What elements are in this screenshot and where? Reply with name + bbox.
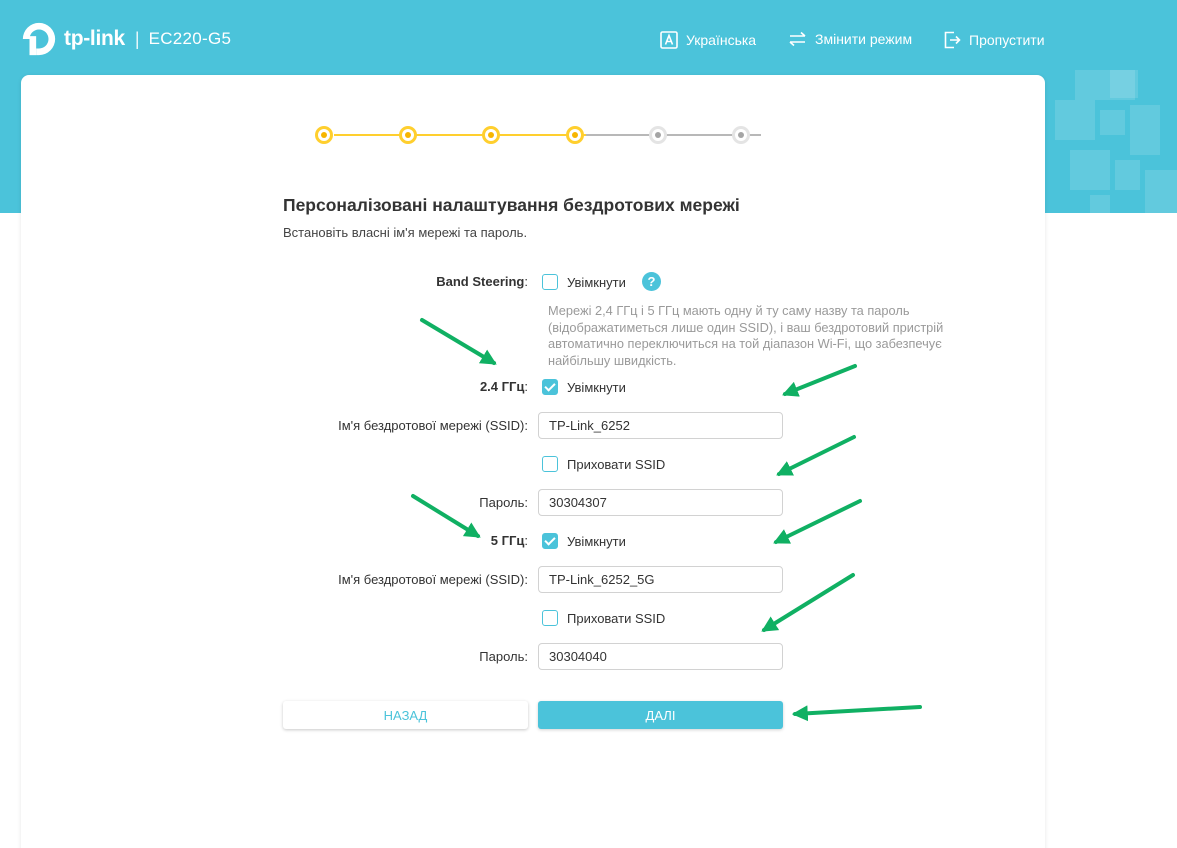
wizard-card — [21, 75, 1045, 848]
band-24-hide-ssid-label: Приховати SSID — [567, 456, 666, 472]
band-24-hide-ssid-checkbox[interactable] — [542, 456, 665, 472]
change-mode-label: Змінити режим — [815, 31, 913, 47]
help-icon[interactable]: ? — [642, 272, 661, 291]
band-24-hide-ssid-checkbox-box[interactable] — [542, 456, 558, 472]
band-24-label — [480, 379, 528, 394]
band-steering-label — [436, 274, 528, 289]
step-6 — [732, 126, 750, 144]
band-steering-checkbox-label: Увімкнути — [567, 274, 626, 290]
step-4 — [566, 126, 584, 144]
band-5-ssid-label: Ім'я бездротової мережі (SSID): — [338, 572, 528, 587]
skip-label: Пропустити — [969, 32, 1045, 48]
band-steering-colon: : — [524, 274, 528, 289]
change-mode-button[interactable] — [789, 31, 912, 47]
band-5-enable-label: Увімкнути — [567, 533, 626, 549]
exit-icon — [943, 31, 961, 49]
band-5-ssid-input[interactable] — [538, 566, 783, 593]
band-5-label — [491, 533, 528, 548]
step-5 — [649, 126, 667, 144]
band-steering-checkbox[interactable] — [542, 274, 626, 290]
band-24-password-input[interactable] — [538, 489, 783, 516]
language-selector[interactable] — [660, 31, 756, 49]
back-button[interactable]: НАЗАД — [283, 701, 528, 729]
band-5-enable-checkbox-box[interactable] — [542, 533, 558, 549]
stepper-line-done — [334, 134, 586, 136]
decor-square — [1130, 105, 1160, 155]
band-24-colon: : — [524, 379, 528, 394]
band-5-hide-ssid-label: Приховати SSID — [567, 610, 666, 626]
band-24-ssid-label: Ім'я бездротової мережі (SSID): — [338, 418, 528, 433]
next-button[interactable]: ДАЛІ — [538, 701, 783, 729]
decor-square — [1115, 160, 1140, 190]
model-name: EC220-G5 — [148, 29, 232, 48]
band-5-enable-checkbox[interactable] — [542, 533, 626, 549]
progress-stepper — [324, 125, 776, 145]
decor-square — [1055, 100, 1095, 140]
band-steering-name: Band Steering — [436, 274, 525, 289]
band-5-password-label: Пароль: — [479, 649, 528, 664]
band-24-enable-checkbox-box[interactable] — [542, 379, 558, 395]
brand-separator: | — [134, 28, 140, 49]
decor-square — [1070, 150, 1110, 190]
band-5-colon: : — [524, 533, 528, 548]
skip-button[interactable] — [943, 31, 1045, 49]
band-5-hide-ssid-checkbox-box[interactable] — [542, 610, 558, 626]
brand-name: tp-link — [64, 27, 125, 50]
decor-square — [1100, 110, 1125, 135]
language-icon — [660, 31, 678, 49]
band-steering-hint: Мережі 2,4 ГГц і 5 ГГц мають одну й ту саму назву та пароль (відображатиметься лише один SSID), і ваш бездротовий пристрій автоматично переключиться на той діапазон Wi-Fi, що забезпечує найбільшу швидкість. — [548, 303, 944, 368]
tp-link-logo-icon — [20, 20, 58, 58]
band-24-password-label: Пароль: — [479, 495, 528, 510]
band-24-ssid-input[interactable] — [538, 412, 783, 439]
band-5-hide-ssid-checkbox[interactable] — [542, 610, 665, 626]
step-3 — [482, 126, 500, 144]
band-24-name: 2.4 ГГц — [479, 379, 525, 394]
band-5-password-input[interactable] — [538, 643, 783, 670]
page-subtitle: Встановіть власні ім'я мережі та пароль. — [283, 225, 528, 240]
decor-square — [1110, 70, 1138, 98]
band-24-enable-label: Увімкнути — [567, 379, 626, 395]
switch-arrows-icon — [789, 31, 807, 47]
decor-square — [1090, 195, 1110, 213]
decor-square — [1145, 170, 1177, 213]
page-title: Персоналізовані налаштування бездротових мережі — [283, 195, 740, 215]
band-24-enable-checkbox[interactable] — [542, 379, 626, 395]
band-5-name: 5 ГГц — [490, 533, 525, 548]
logo — [20, 20, 231, 58]
language-label: Українська — [686, 32, 757, 48]
step-2 — [399, 126, 417, 144]
step-1 — [315, 126, 333, 144]
band-steering-checkbox-box[interactable] — [542, 274, 558, 290]
